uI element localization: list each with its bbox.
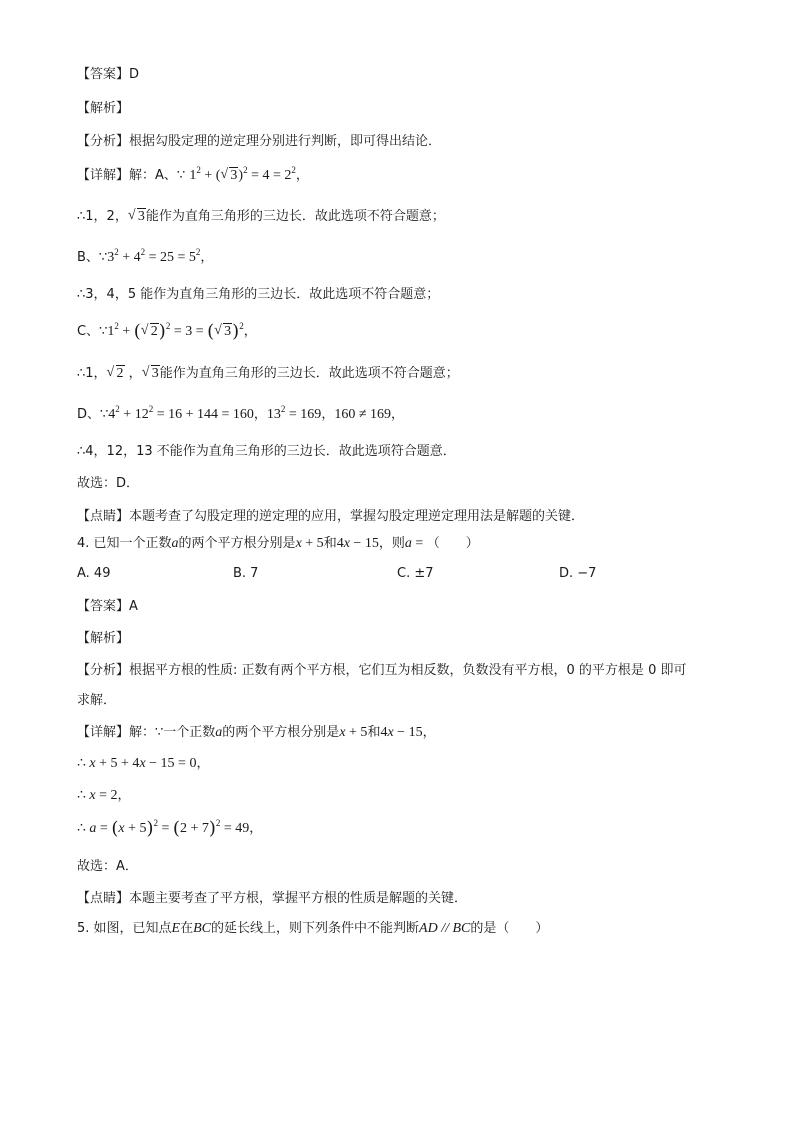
q4-answer-tag: 【答案】 bbox=[77, 599, 130, 614]
q4-jiexi-heading: 【解析】 bbox=[77, 631, 130, 646]
q4-choose: 故选：A． bbox=[77, 859, 138, 874]
sqrt-3: √ 3 bbox=[128, 208, 146, 226]
q4-fenxi-text: 根据平方根的性质: 正数有两个平方根，它们互为相反数，负数没有平方根，0 的平方根是 0 即可 bbox=[129, 663, 687, 678]
q4-xiangjie-prefix: 解：∵一个正数 bbox=[129, 725, 216, 740]
q4-dianjing-tag: 【点睛】 bbox=[77, 891, 130, 906]
option-c: C. ±7 bbox=[397, 566, 434, 581]
option-a: A. 49 bbox=[77, 566, 111, 581]
answer-line bbox=[77, 66, 139, 84]
conclusion-c-text: 能作为直角三角形的三边长．故此选项不符合题意； bbox=[159, 366, 459, 381]
conclusion-a-prefix: ∴1，2， bbox=[77, 209, 128, 224]
jiexi-heading: 【解析】 bbox=[77, 101, 130, 116]
option-a-prefix: 解：A、∵ bbox=[129, 168, 186, 183]
option-c-prefix: C、∵ bbox=[77, 324, 108, 339]
q4-expr-2: 4x − 15 bbox=[380, 725, 423, 740]
option-b-prefix: B、∵ bbox=[77, 250, 108, 265]
expr-4x-15: 4x − 15 bbox=[336, 536, 379, 551]
line-b: B、$\because 3^2 + 4^2 = 25 = 5^2$， bbox=[77, 247, 214, 265]
equals-sign: = bbox=[411, 536, 427, 551]
option-d-prefix: D、∵ bbox=[77, 407, 109, 422]
q4-xiangjie-line: 【详解】解：∵一个正数a的两个平方根分别是x + 5和4x − 15， bbox=[77, 725, 436, 740]
choose-line: 故选：D． bbox=[77, 476, 140, 491]
q4-step-3: ∴ $a = (x + 5)^2 = (2 + 7)^2 = 49$， bbox=[77, 818, 263, 839]
q4-dianjing-text: 本题主要考查了平方根，掌握平方根的性质是解题的关键． bbox=[129, 891, 468, 906]
q5-stem-mid2: 的延长线上，则下列条件中不能判断 bbox=[211, 921, 420, 936]
dianjing-line bbox=[77, 508, 584, 526]
q4-xiangjie-and: 和 bbox=[367, 725, 381, 740]
fenxi-line bbox=[77, 133, 441, 151]
xiangjie-line-a: 【详解】解：A、∵ $1^2$ + (√ $3)^2 = 4 = 2^2$， bbox=[77, 167, 309, 185]
equation-c: $1^2$ + (√ 2)$^2$ = 3 = (√ 3)$^2$ bbox=[107, 324, 243, 339]
conclusion-b: ∴3，4，5 能作为直角三角形的三边长．故此选项不符合题意； bbox=[77, 287, 440, 302]
step-3-eq: ∴ $a = (x + 5)^2 = (2 + 7)^2 = 49$ bbox=[77, 818, 250, 839]
equation-d2: $13^2 = 169$ bbox=[266, 404, 322, 422]
sqrt-2: √ 2 bbox=[107, 365, 125, 383]
conclusion-c-prefix: ∴1， bbox=[77, 366, 107, 381]
conclusion-a-text: 能作为直角三角形的三边长．故此选项不符合题意； bbox=[145, 209, 445, 224]
q4-step-1: ∴ x + 5 + 4x − 15 = 0， bbox=[77, 756, 210, 771]
q4-answer-value: A bbox=[129, 599, 138, 614]
dianjing-text: 本题考查了勾股定理的逆定理的应用，掌握勾股定理逆定理用法是解题的关键． bbox=[129, 509, 585, 524]
step-1-eq: ∴ x + 5 + 4x − 15 = 0 bbox=[77, 756, 197, 771]
var-a-eq: a bbox=[404, 536, 412, 551]
q4-fenxi-line2: 求解． bbox=[77, 693, 117, 708]
conclusion-d: ∴4，12，13 不能作为直角三角形的三边长．故此选项符合题意． bbox=[77, 444, 456, 459]
equation-b: $3^2 + 4^2 = 25 = 5^2$ bbox=[107, 247, 201, 265]
question-5-stem bbox=[77, 920, 548, 938]
point-e: E bbox=[171, 921, 181, 936]
conclusion-c: ∴1，√ 2 ，√ 3能作为直角三角形的三边长．故此选项不符合题意； bbox=[77, 365, 459, 383]
q5-stem-prefix: 5. 如图，已知点 bbox=[77, 921, 172, 936]
q4-stem-mid: 的两个平方根分别是 bbox=[178, 536, 296, 551]
var-a: a bbox=[171, 536, 179, 551]
q4-stem-and: 和 bbox=[323, 536, 337, 551]
equation-a: $1^2$ + (√ $3)^2 = 4 = 2^2$ bbox=[189, 168, 296, 183]
q4-var-a: a bbox=[215, 725, 223, 740]
q4-step-2: ∴ x = 2， bbox=[77, 788, 131, 803]
q4-fenxi-tag: 【分析】 bbox=[77, 663, 130, 678]
conclusion-a bbox=[77, 208, 445, 226]
segment-bc: BC bbox=[193, 921, 212, 936]
equation-d: $4^2 + 12^2 = 16 + 144 = 160$ bbox=[108, 404, 254, 422]
fenxi-text: 根据勾股定理的逆定理分别进行判断，即可得出结论． bbox=[129, 134, 442, 149]
line-c: C、$\because 1^2$ + (√ 2)$^2$ = 3 = (√ 3)$^2$， bbox=[77, 323, 257, 341]
parallel-expr: AD // BC bbox=[419, 921, 471, 936]
sqrt-3b: √ 3 bbox=[142, 365, 160, 383]
answer-value: D bbox=[129, 67, 140, 82]
expr-plus-5: + 5 bbox=[301, 536, 324, 551]
q5-stem-end: 的是（ ） bbox=[470, 921, 549, 936]
q4-dianjing-line bbox=[77, 890, 467, 908]
xiangjie-tag: 【详解】 bbox=[77, 168, 130, 183]
option-b: B. 7 bbox=[233, 566, 259, 581]
line-d: D、$\because 4^2 + 12^2 = 16 + 144 = 160$，$13^2 = 169$，160 ≠ 169， bbox=[77, 404, 405, 422]
question-4-stem bbox=[77, 535, 479, 553]
q4-stem-then: ，则 bbox=[378, 536, 405, 551]
step-2-eq: ∴ x = 2 bbox=[77, 788, 118, 803]
expr-x-plus-5: x bbox=[295, 536, 302, 551]
equation-d3: 160 ≠ 169 bbox=[334, 407, 392, 422]
option-d: D. −7 bbox=[559, 566, 597, 581]
q4-stem-end: （ ） bbox=[426, 536, 479, 551]
fenxi-tag: 【分析】 bbox=[77, 134, 130, 149]
q4-stem-prefix: 4. 已知一个正数 bbox=[77, 536, 172, 551]
dianjing-tag: 【点睛】 bbox=[77, 509, 130, 524]
q4-xiangjie-mid: 的两个平方根分别是 bbox=[222, 725, 340, 740]
q4-answer-line bbox=[77, 598, 138, 616]
answer-tag: 【答案】 bbox=[77, 67, 130, 82]
q4-fenxi-line1 bbox=[77, 662, 686, 680]
q5-stem-mid1: 在 bbox=[180, 921, 194, 936]
q4-xiangjie-tag: 【详解】 bbox=[77, 725, 130, 740]
q4-expr-1: x + 5 bbox=[339, 725, 368, 740]
